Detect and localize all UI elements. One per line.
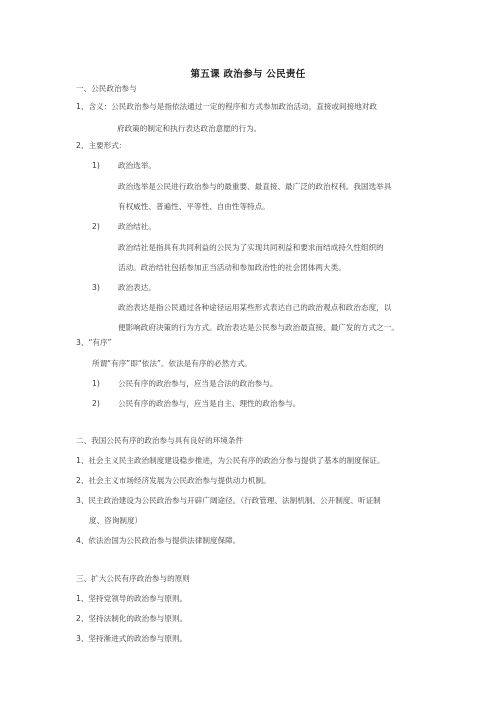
list-item xyxy=(76,338,112,348)
list-item: 3、坚持渐进式的政治参与原则。 xyxy=(76,634,188,643)
item-text: “有序” xyxy=(88,338,112,347)
sub-item xyxy=(92,399,300,409)
item-text: 主要形式： xyxy=(88,141,127,150)
paragraph-line: 所谓“有序”即“依法”。依法是有序的必然方式。 xyxy=(92,359,253,368)
item-continuation: 府政策的制定和执行表达政治意愿的行为。 xyxy=(117,124,262,133)
item-number: 1、 xyxy=(76,102,89,111)
sub-item xyxy=(92,161,156,171)
sub-item-text: 政治表达。 xyxy=(118,283,156,292)
list-item: 4、依法治国为公民政治参与提供法律制度保障。 xyxy=(76,536,241,545)
sub-item-number: 2) xyxy=(92,399,100,408)
sub-item-number: 3) xyxy=(92,283,100,292)
paragraph-line: 活动。政治结社包括参加正当活动和参加政治性的社会团体两大类。 xyxy=(118,263,346,272)
list-item xyxy=(76,141,126,151)
list-item: 3、民主政治建设为公民政治参与开辟广阔途径。（行政管理、法制机制、公开制度、听证制 xyxy=(76,496,381,505)
list-item: 2、社会主义市场经济发展为公民政治参与提供动力机制。 xyxy=(76,476,271,485)
sub-item-text: 政治结社。 xyxy=(118,222,156,231)
paragraph-line: 政治表达是指公民通过各种途径运用某些形式表达自己的政治观点和政治态度，以 xyxy=(118,303,392,312)
paragraph-line: 有权威性、普遍性、平等性、自由性等特点。 xyxy=(118,202,270,211)
list-item: 2、坚持法制化的政治参与原则。 xyxy=(76,614,188,623)
paragraph-line: 便影响政府决策的行为方式。政治表达是公民参与政治最直接、最广发的方式之一。 xyxy=(118,323,399,332)
list-item: 1、社会主义民主政治制度建设稳步推进，为公民有序的政治分参与提供了基本的制度保证。 xyxy=(76,456,385,465)
sub-item xyxy=(92,222,156,232)
page-title: 第五课 政治参与 公民责任 xyxy=(190,69,306,80)
sub-item xyxy=(92,283,156,293)
section-heading-1: 一、公民政治参与 xyxy=(76,84,137,93)
sub-item-number: 2) xyxy=(92,222,100,231)
item-number: 2、 xyxy=(76,141,89,150)
paragraph-line: 政治选举是公民进行政治参与的最重要、最直接、最广泛的政治权利。我国选举具 xyxy=(118,182,392,191)
sub-item-number: 1) xyxy=(92,379,100,388)
item-text: 含义：公民政治参与是指依法通过一定的程序和方式参加政治活动，直接或间接地对政 xyxy=(88,102,377,111)
section-heading-2: 二、我国公民有序的政治参与具有良好的环境条件 xyxy=(76,436,244,445)
section-heading-3: 三、扩大公民有序政治参与的原则 xyxy=(76,574,190,583)
sub-item xyxy=(92,379,277,389)
item-continuation: 度、咨询制度） xyxy=(89,516,143,525)
sub-item-text: 公民有序的政治参与，应当是自主、理性的政治参与。 xyxy=(118,399,301,408)
item-number: 3、 xyxy=(76,338,89,347)
list-item: 1、坚持党领导的政治参与原则。 xyxy=(76,594,188,603)
paragraph-line: 政治结社是指具有共同利益的公民为了实现共同利益和要求而结成持久性组织的 xyxy=(118,243,384,252)
list-item xyxy=(76,102,377,112)
sub-item-number: 1) xyxy=(92,161,100,170)
sub-item-text: 政治选举。 xyxy=(118,161,156,170)
sub-item-text: 公民有序的政治参与，应当是合法的政治参与。 xyxy=(118,379,278,388)
